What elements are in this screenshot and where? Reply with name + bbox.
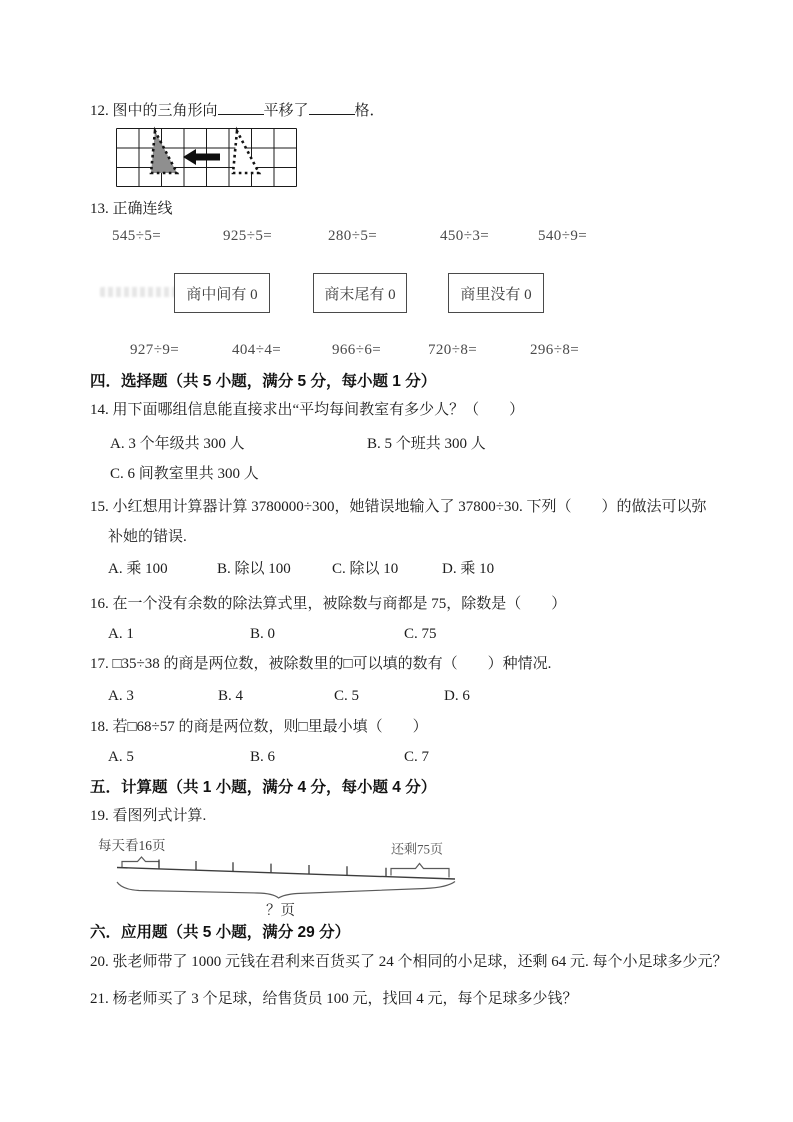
q19-left-bracket bbox=[122, 857, 159, 867]
q13-equation-bottom-4: 720÷8= bbox=[428, 342, 478, 358]
q16-option-a: A. 1 bbox=[108, 626, 134, 642]
question-20: 20. 张老师带了 1000 元钱在君利来百货买了 24 个相同的小足球，还剩 64 元. 每个小足球多少元？ bbox=[90, 954, 728, 970]
q13-category-box-end-zero: 商末尾有 0 bbox=[313, 273, 407, 313]
q16-option-b: B. 0 bbox=[250, 626, 276, 642]
q12-text-prefix: 12. 图中的三角形向 bbox=[90, 103, 218, 119]
q12-text-suffix: 格． bbox=[354, 103, 385, 119]
q17-option-c: C. 5 bbox=[334, 688, 360, 704]
q19-label-total-pages: ？页 bbox=[266, 903, 295, 919]
q12-translation-grid-figure bbox=[116, 128, 297, 187]
q13-equation-top-3: 280÷5= bbox=[328, 228, 378, 244]
q18-option-b: B. 6 bbox=[250, 749, 276, 765]
q14-option-c: C. 6 间教室里共 300 人 bbox=[110, 466, 259, 482]
q19-main-line bbox=[117, 868, 455, 880]
q15-option-a: A. 乘 100 bbox=[108, 561, 168, 577]
q19-label-pages-per-day: 每天看16页 bbox=[98, 838, 166, 853]
q12-blank-1 bbox=[218, 100, 264, 115]
q19-under-brace bbox=[117, 882, 455, 899]
q13-equation-top-1: 545÷5= bbox=[112, 228, 162, 244]
q13-equation-bottom-5: 296÷8= bbox=[530, 342, 580, 358]
section-6-heading: 六．应用题（共 5 小题，满分 29 分） bbox=[90, 924, 351, 941]
q19-label-pages-left: 还剩75页 bbox=[391, 841, 444, 857]
q19-bar-diagram bbox=[95, 836, 467, 920]
q19-right-bracket bbox=[391, 864, 449, 878]
q14-option-b: B. 5 个班共 300 人 bbox=[367, 436, 486, 452]
q18-option-c: C. 7 bbox=[404, 749, 430, 765]
question-14: 14. 用下面哪组信息能直接求出“平均每间教室有多少人？（ ） bbox=[90, 402, 525, 418]
section-5-heading: 五．计算题（共 1 小题，满分 4 分，每小题 4 分） bbox=[90, 779, 437, 796]
question-17: 17. □35÷38 的商是两位数，被除数里的□可以填的数有（ ）种情况. bbox=[90, 656, 552, 672]
q17-option-a: A. 3 bbox=[108, 688, 134, 704]
q15-option-d: D. 乘 10 bbox=[442, 561, 495, 577]
gray-triangle bbox=[151, 131, 177, 173]
left-arrow-icon bbox=[183, 149, 220, 165]
q13-category-box-no-zero: 商里没有 0 bbox=[448, 273, 544, 313]
question-21: 21. 杨老师买了 3 个足球，给售货员 100 元，找回 4 元，每个足球多少钱？ bbox=[90, 991, 578, 1007]
q12-text-mid: 平移了 bbox=[263, 103, 309, 119]
question-15-line2: 补她的错误. bbox=[108, 529, 187, 545]
q18-option-a: A. 5 bbox=[108, 749, 134, 765]
q13-equation-bottom-1: 927÷9= bbox=[130, 342, 180, 358]
question-18: 18. 若□68÷57 的商是两位数，则□里最小填（ ） bbox=[90, 719, 428, 735]
q15-option-b: B. 除以 100 bbox=[217, 561, 291, 577]
q13-equation-bottom-3: 966÷6= bbox=[332, 342, 382, 358]
question-19-title: 19. 看图列式计算. bbox=[90, 808, 207, 824]
q14-option-a: A. 3 个年级共 300 人 bbox=[110, 436, 245, 452]
q13-equation-bottom-2: 404÷4= bbox=[232, 342, 282, 358]
question-12 bbox=[90, 100, 385, 121]
q13-equation-top-4: 450÷3= bbox=[440, 228, 490, 244]
faint-watermark bbox=[100, 287, 184, 297]
section-4-heading: 四．选择题（共 5 小题，满分 5 分，每小题 1 分） bbox=[90, 373, 437, 390]
question-16: 16. 在一个没有余数的除法算式里，被除数与商都是 75，除数是（ ） bbox=[90, 596, 567, 612]
q19-tick-marks bbox=[159, 860, 386, 878]
dotted-triangle bbox=[233, 131, 259, 173]
q13-category-box-middle-zero: 商中间有 0 bbox=[174, 273, 270, 313]
q12-blank-2 bbox=[309, 100, 355, 115]
q17-option-b: B. 4 bbox=[218, 688, 244, 704]
q17-option-d: D. 6 bbox=[444, 688, 470, 704]
question-15-line1: 15. 小红想用计算器计算 3780000÷300，她错误地输入了 37800÷30. 下列（ ）的做法可以弥 bbox=[90, 499, 707, 515]
q15-option-c: C. 除以 10 bbox=[332, 561, 399, 577]
question-13-title: 13. 正确连线 bbox=[90, 201, 173, 217]
q13-equation-top-2: 925÷5= bbox=[223, 228, 273, 244]
q13-equation-top-5: 540÷9= bbox=[538, 228, 588, 244]
q16-option-c: C. 75 bbox=[404, 626, 437, 642]
